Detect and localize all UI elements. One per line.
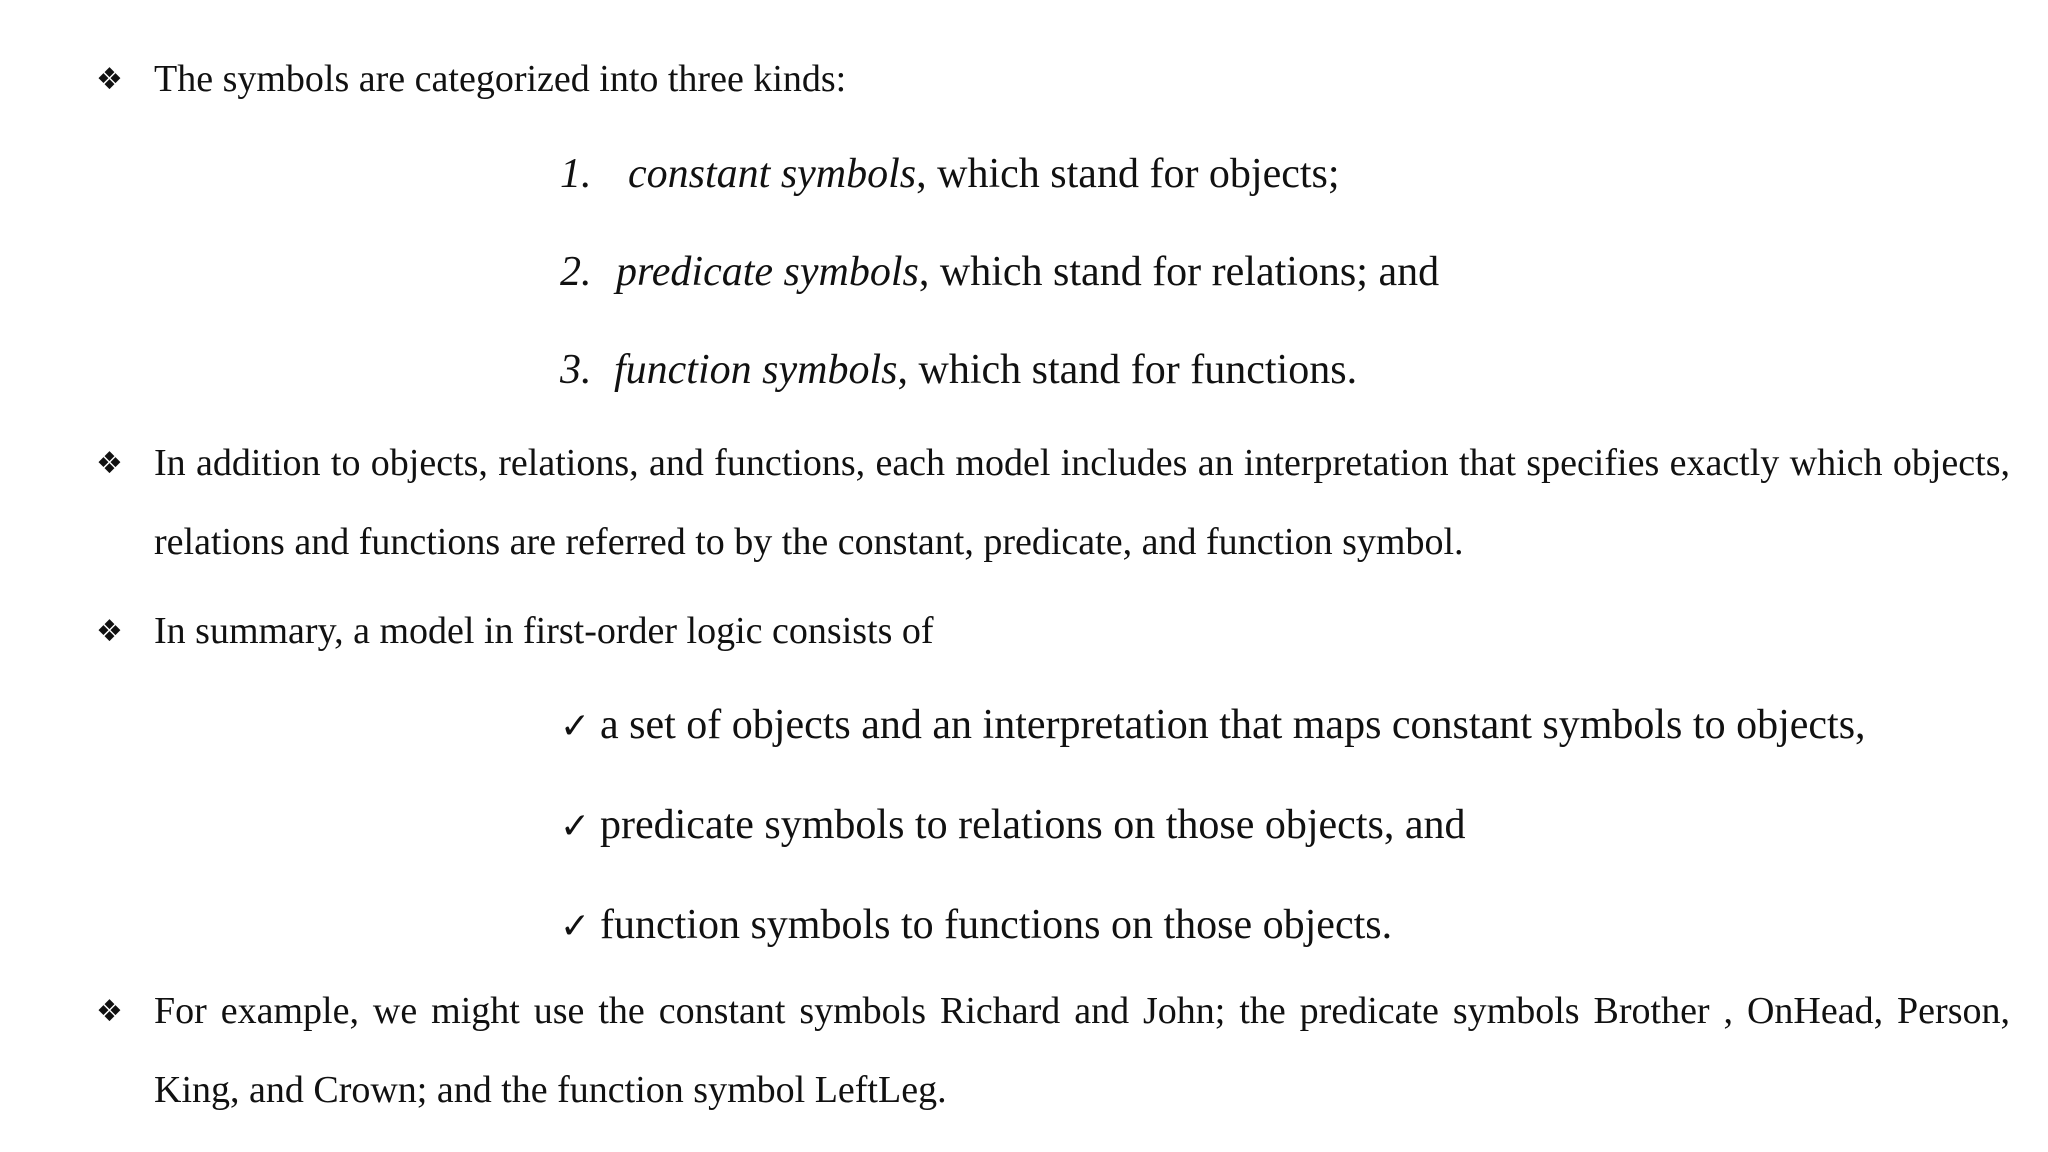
checkmark-icon: ✓ [560,806,591,847]
kind-term: function symbols [614,347,898,393]
model-parts-list [560,676,2020,976]
model-part-item [560,876,2020,976]
bullet-text: The symbols are categorized into three kinds: [154,58,847,100]
bullet-example [96,972,2010,1130]
checkmark-icon: ✓ [560,706,591,747]
diamond-bullet-icon: ❖ [96,446,123,481]
kind-description: , which stand for relations; and [918,249,1440,295]
model-part-text: function symbols to functions on those objects. [600,902,1393,948]
kind-item-constant [560,125,2020,223]
kind-term: constant symbols [628,151,917,197]
list-number: 2. [560,249,592,295]
kind-term: predicate symbols [616,249,919,295]
diamond-bullet-icon: ❖ [96,994,123,1029]
kind-item-function [560,321,2020,419]
bullet-symbols-kinds [96,40,2010,119]
bullet-summary [96,592,2010,671]
model-part-item [560,676,2020,776]
checkmark-icon: ✓ [560,906,591,947]
kind-description: , which stand for objects; [916,151,1340,197]
list-number: 3. [560,347,592,393]
model-part-item [560,776,2020,876]
bullet-text: In summary, a model in first-order logic consists of [154,610,934,652]
bullet-text: For example, we might use the constant symbols Richard and John; the predicate symbols Brother , OnHead, Person, King, and Crown; and the function symbol LeftLeg. [154,990,2010,1111]
diamond-bullet-icon: ❖ [96,614,123,649]
kind-description: , which stand for functions. [897,347,1358,393]
model-part-text: a set of objects and an interpretation that maps constant symbols to objects, [600,702,1866,748]
bullet-text: In addition to objects, relations, and functions, each model includes an interpretation that specifies exactly which objects, relations and functions are referred to by the constant, predicate, and function symbol. [154,442,2010,563]
kind-item-predicate [560,223,2020,321]
kinds-list [560,125,2020,419]
list-number: 1. [560,151,592,197]
bullet-interpretation [96,424,2010,582]
diamond-bullet-icon: ❖ [96,62,123,97]
model-part-text: predicate symbols to relations on those objects, and [600,802,1466,848]
